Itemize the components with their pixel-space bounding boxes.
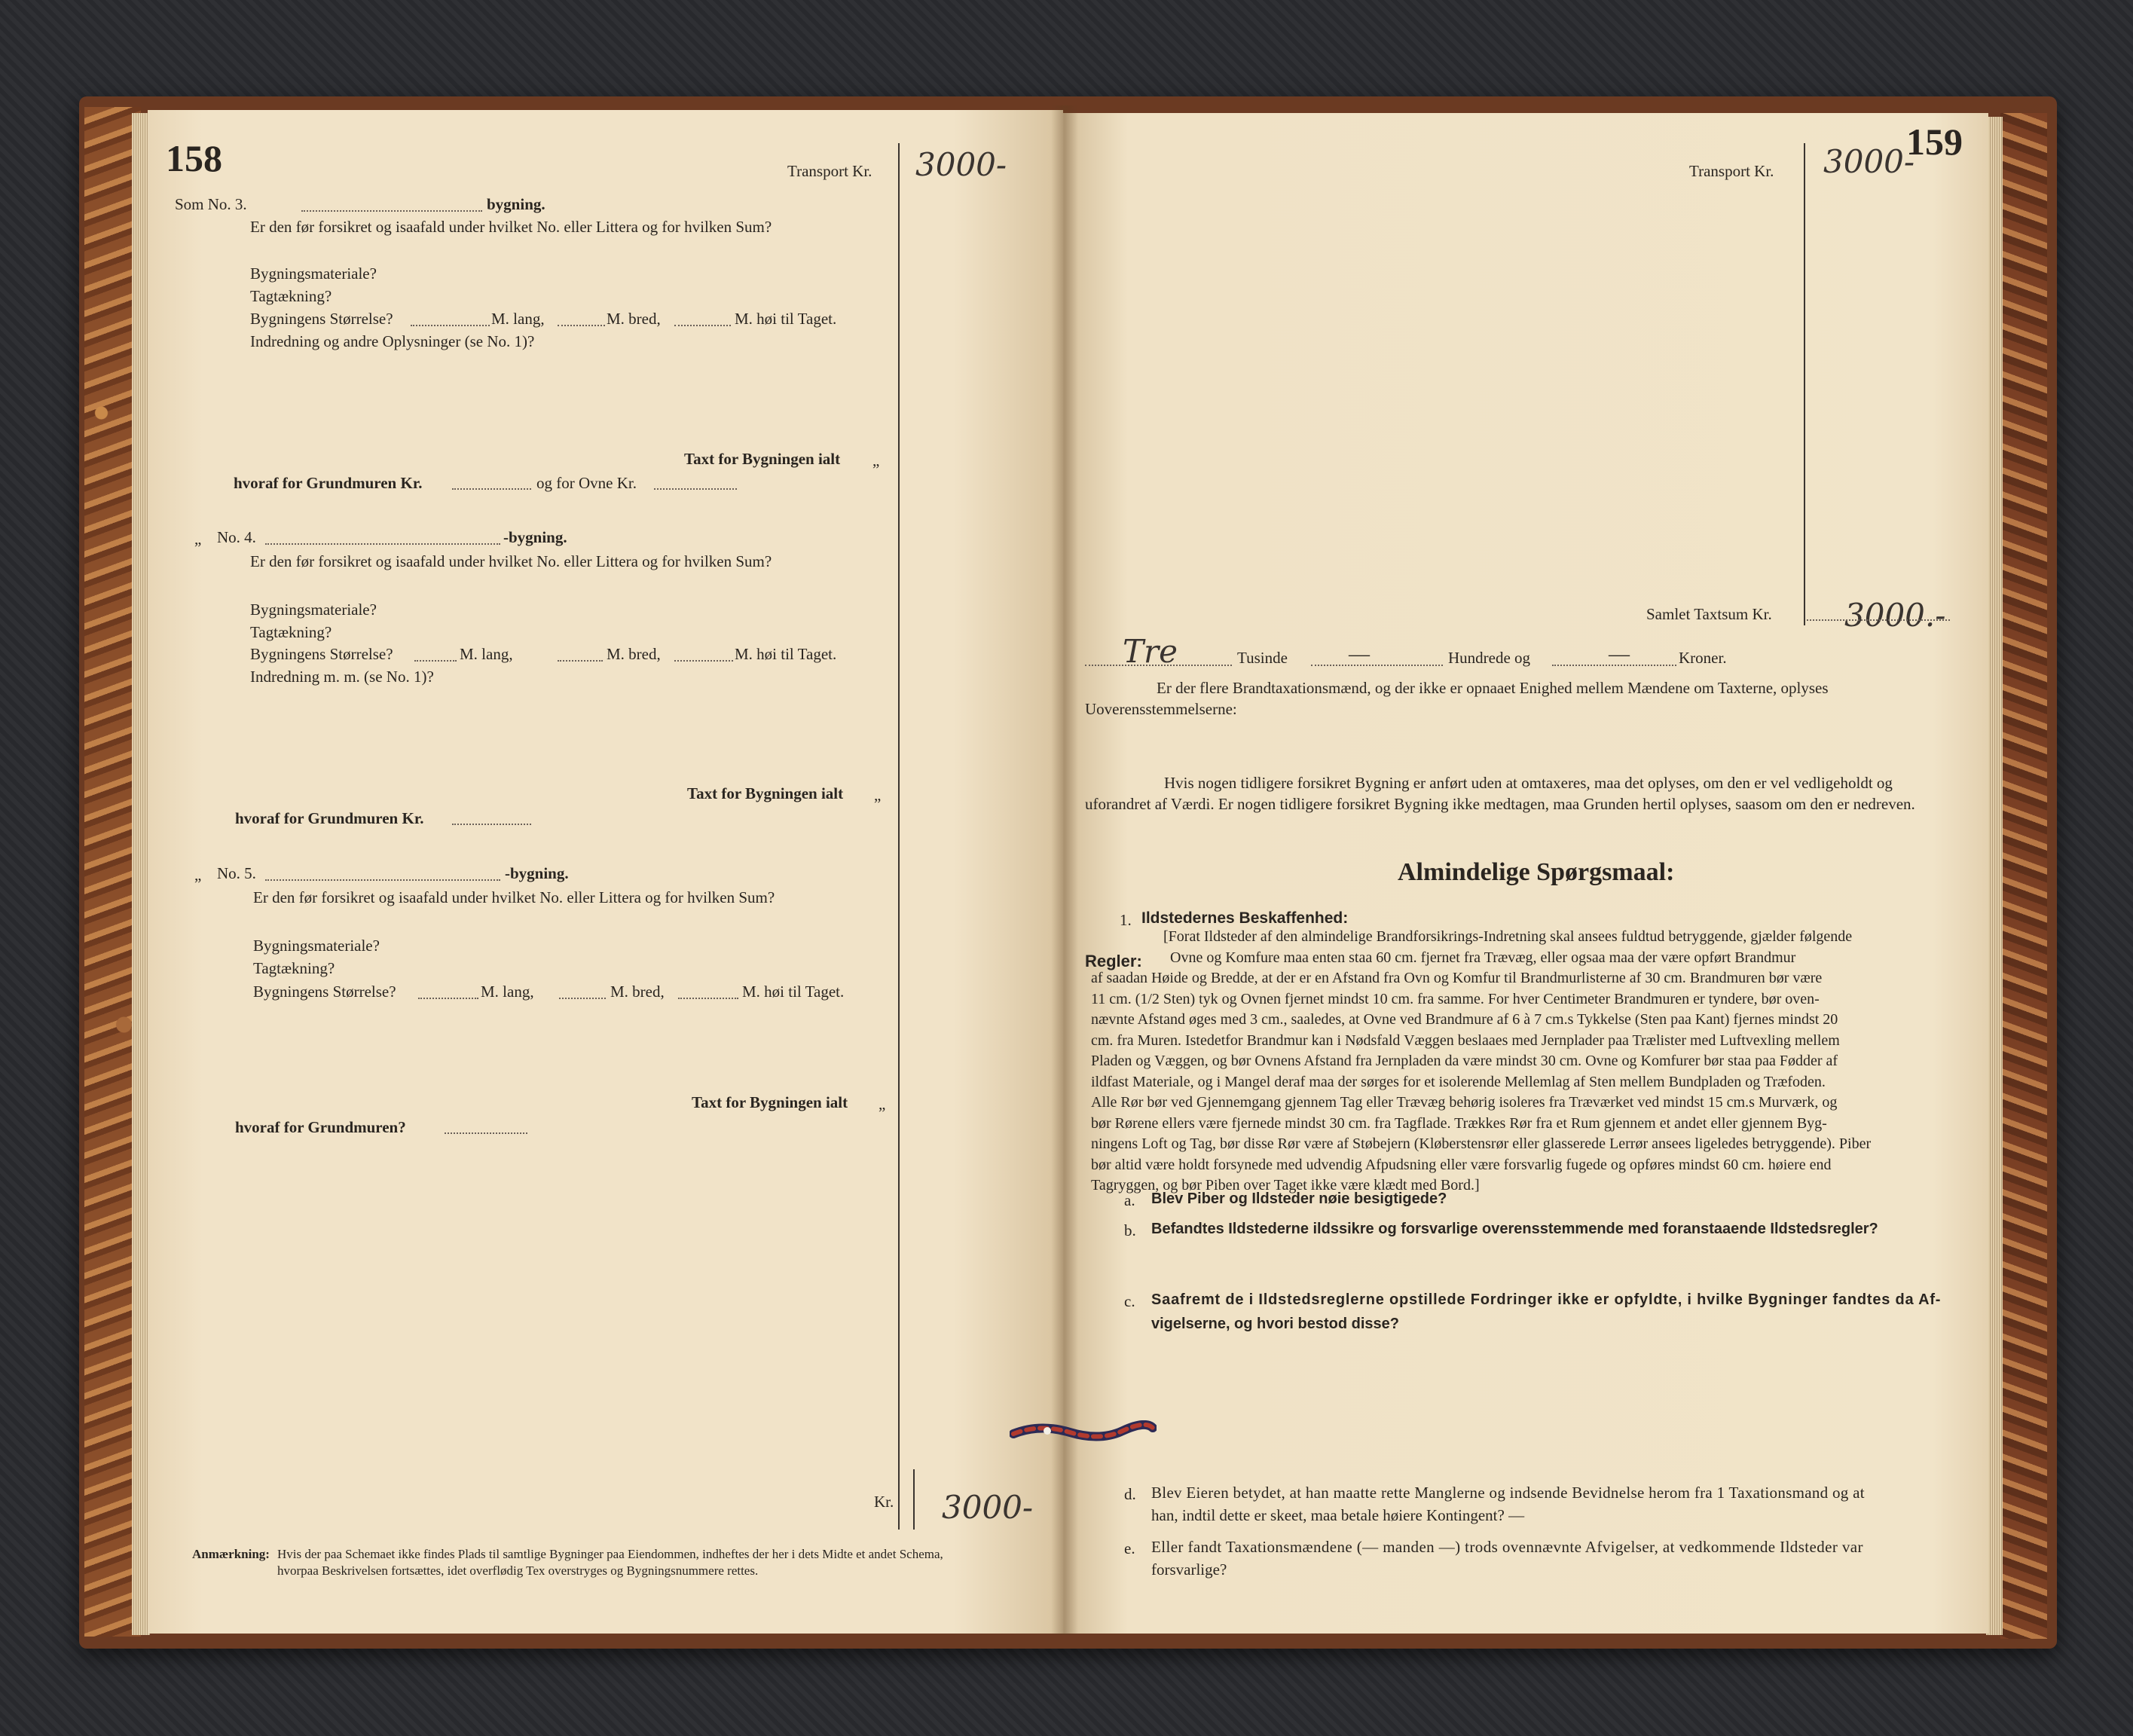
binding-cord <box>1010 1420 1157 1443</box>
sum-value-field <box>1807 619 1950 621</box>
note-line1: Hvis der paa Schemaet ikke findes Plads til samtlige Bygninger paa Eiendommen, indheftes der her i dets Midte et andet Schema, <box>277 1547 943 1561</box>
qb-text: Befandtes Ildstederne ildssikre og forsvarlige overensstemmende med foranstaaende Ildstedsregler? <box>1151 1221 1878 1237</box>
b3-name-field <box>301 210 482 212</box>
b4-length-field <box>414 660 457 662</box>
rules-line: bør Rørene ellers være fjernede mindst 30 cm. fra Tagflade. Trækkes Rør fra et Rum gjennem et andet eller gjennem Byg- <box>1091 1114 1827 1132</box>
right-transport-value: 3000- <box>1823 143 1915 180</box>
b3-height-field <box>674 325 731 326</box>
b3-roofing: Tagtækning? <box>250 287 332 305</box>
qd-text-2: han, indtil dette er skeet, maa betale høiere Kontingent? — <box>1151 1506 1525 1524</box>
b3-width-field <box>558 325 605 326</box>
rules-line: ningens Loft og Tag, bør disse Rør være af Støbejern (Kløberstensrør eller glasserede Lerrør ansees ligeledes betryggende). Piber <box>1091 1135 1872 1152</box>
b4-quote: „ <box>874 786 882 804</box>
rules-line: 11 cm. (1/2 Sten) tyk og Ovnen fjernet mindst 10 cm. fra samme. For hver Centimeter Brandmuren er tyndere, bør oven- <box>1091 990 1820 1007</box>
right-transport-label: Transport Kr. <box>1689 162 1774 180</box>
b5-question: Er den før forsikret og isaafald under hvilket No. eller Littera og for hvilken Sum? <box>253 888 775 906</box>
b3-interior: Indredning og andre Oplysninger (se No. 1)? <box>250 332 535 350</box>
b3-stove-field <box>654 488 737 490</box>
rules-block <box>1091 927 1942 1197</box>
disagree-line1: Er der flere Brandtaxationsmænd, og der ikke er opnaaet Enighed mellem Mændene om Taxterne, oplyses <box>1157 679 1829 697</box>
qe-text-2: forsvarlige? <box>1151 1560 1227 1579</box>
units-field <box>1552 665 1676 666</box>
b4-foundation-field <box>452 824 531 825</box>
b4-height-field <box>674 660 733 662</box>
b3-foundation-field <box>452 488 531 490</box>
b4-m-bred: M. bred, <box>607 645 661 663</box>
b5-type: -bygning. <box>505 864 569 882</box>
b3-material: Bygningsmateriale? <box>250 264 377 283</box>
prior-line2: uforandret af Værdi. Er nogen tidligere forsikret Bygning ikke medtagen, maa Grunden hertil oplyses, saasom om den er nedreven. <box>1085 795 1915 813</box>
sum-label: Samlet Taxtsum Kr. <box>1646 605 1772 623</box>
disagree-line2: Uoverensstemmelserne: <box>1085 700 1237 718</box>
marbled-edge-right <box>2000 113 2047 1639</box>
b3-size-label: Bygningens Størrelse? <box>250 310 393 328</box>
b4-size-label: Bygningens Størrelse? <box>250 645 393 663</box>
hundreds-dash: — <box>1349 643 1370 666</box>
b4-roofing: Tagtækning? <box>250 623 332 641</box>
b5-height-field <box>678 998 738 999</box>
left-total-label: Kr. <box>874 1493 894 1511</box>
b4-question: Er den før forsikret og isaafald under hvilket No. eller Littera og for hvilken Sum? <box>250 552 772 570</box>
kroner-label: Kroner. <box>1679 649 1727 667</box>
b5-taxt: Taxt for Bygningen ialt <box>692 1093 848 1111</box>
b4-material: Bygningsmateriale? <box>250 601 377 619</box>
b4-taxt: Taxt for Bygningen ialt <box>687 784 844 802</box>
left-transport-label: Transport Kr. <box>787 162 872 180</box>
b5-m-lang: M. lang, <box>481 983 534 1001</box>
tusinde-label: Tusinde <box>1237 649 1288 667</box>
amount-written: Tre <box>1123 633 1178 670</box>
general-questions-heading: Almindelige Spørgsmaal: <box>1398 858 1675 886</box>
b5-foundation-field <box>445 1132 527 1134</box>
b3-length-field <box>411 325 490 326</box>
b5-quote: „ <box>879 1095 886 1113</box>
note-line2: hvorpaa Beskrivelsen fortsættes, idet overflødig Tex overstryges og Bygningsnummere rettes. <box>277 1563 759 1578</box>
qc-letter: c. <box>1124 1292 1135 1310</box>
qb-letter: b. <box>1124 1221 1136 1239</box>
rules-line: nævnte Afstand øges med 3 cm., saaledes, at Ovne ved Brandmure af 6 à 7 cm.s Tykkelse (Sten paa Kant) fjernes mindst 20 <box>1091 1011 1838 1028</box>
b4-name-field <box>265 543 500 545</box>
b5-width-field <box>559 998 606 999</box>
b4-type: -bygning. <box>503 528 567 546</box>
b3-question: Er den før forsikret og isaafald under hvilket No. eller Littera og for hvilken Sum? <box>250 218 772 236</box>
b4-m-hoi: M. høi til Taget. <box>735 645 837 663</box>
q1-title: Ildstedernes Beskaffenhed: <box>1141 909 1349 927</box>
b3-quote: „ <box>872 451 880 469</box>
b5-length-field <box>418 998 478 999</box>
rules-line: [Forat Ildsteder af den almindelige Brandforsikrings-Indretning skal ansees fuldtud betryggende, gjælder følgende <box>1163 928 1853 945</box>
rules-line: Alle Rør bør ved Gjennemgang gjennem Tag eller Trævæg behørig isoleres fra Træværket ved mindst 15 cm.s Murværk, og <box>1091 1094 1838 1111</box>
qa-letter: a. <box>1124 1191 1135 1209</box>
sum-value: 3000.- <box>1844 597 1946 634</box>
qe-text-1: Eller fandt Taxationsmændene (— manden —) trods ovennævnte Afvigelser, at vedkommende Ildsteder var <box>1151 1538 1863 1556</box>
b3-taxt: Taxt for Bygningen ialt <box>684 450 841 468</box>
q1-number: 1. <box>1120 911 1132 929</box>
b5-name-field <box>265 879 500 881</box>
b4-hvoraf: hvoraf for Grundmuren Kr. <box>235 809 424 827</box>
rules-line: Pladen og Væggen, og bør Ovnens Afstand fra Jernpladen da være mindst 30 cm. Ovne og Komfurer bør staa paa Fødder af <box>1091 1053 1838 1069</box>
right-page-number: 159 <box>1906 121 1963 163</box>
b3-hvoraf-a: hvoraf for Grundmuren Kr. <box>234 474 423 492</box>
rules-line: Ovne og Komfure maa enten staa 60 cm. fjernet fra Trævæg, eller ogsaa maa der være opført Brandmur <box>1170 949 1796 966</box>
b3-type: bygning. <box>487 195 545 213</box>
right-amount-column-rule <box>1804 143 1805 625</box>
rules-line: bør altid være holdt forsynede med udvendig Afpudsning eller være forsvarlig fugede og opføres mindst 60 cm. høiere end <box>1091 1156 1832 1173</box>
qd-letter: d. <box>1124 1485 1136 1503</box>
rules-line: cm. fra Muren. Istedetfor Brandmur kan i Nødsfald Væggen beslaaes med Jernplader paa Trælister med Luftvexling mellem <box>1091 1032 1840 1049</box>
left-total-rule <box>913 1469 915 1530</box>
prior-line1: Hvis nogen tidligere forsikret Bygning er anført uden at omtaxeres, maa det oplyses, om den er vel vedligeholdt og <box>1164 774 1893 792</box>
b3-m-hoi: M. høi til Taget. <box>735 310 837 328</box>
b4-m-lang: M. lang, <box>460 645 513 663</box>
b5-roofing: Tagtækning? <box>253 959 335 977</box>
b3-m-lang: M. lang, <box>491 310 545 328</box>
qd-text-1: Blev Eieren betydet, at han maatte rette Manglerne og indsende Bevidnelse herom fra 1 Taxationsmand og at <box>1151 1484 1865 1502</box>
qc-text-2: vigelserne, og hvori bestod disse? <box>1151 1316 1399 1332</box>
b5-m-bred: M. bred, <box>610 983 665 1001</box>
b3-label: Som No. 3. <box>175 195 247 213</box>
left-total-value: 3000- <box>942 1489 1034 1526</box>
b4-prefix: „ <box>194 530 202 548</box>
left-transport-value: 3000- <box>915 146 1007 183</box>
page-edges-right <box>1986 117 2003 1635</box>
b5-hvoraf: hvoraf for Grundmuren? <box>235 1118 406 1136</box>
rules-line: ildfast Materiale, og i Mangel deraf maa der sørges for et isolerende Mellemlag af Sten mellem Bundpladen og Træfoden. <box>1091 1073 1826 1090</box>
book-gutter <box>1051 105 1078 1635</box>
b5-prefix: „ <box>194 866 202 884</box>
b5-label: No. 5. <box>217 864 256 882</box>
qe-letter: e. <box>1124 1539 1135 1557</box>
note-label: Anmærkning: <box>192 1547 270 1561</box>
qa-text: Blev Piber og Ildsteder nøie besigtigede? <box>1151 1190 1447 1207</box>
b5-m-hoi: M. høi til Taget. <box>742 983 845 1001</box>
left-page-number: 158 <box>166 137 222 179</box>
qc-text-1: Saafremt de i Ildstedsreglerne opstillede Fordringer ikke er opfyldte, i hvilke Bygninger fandtes da Af- <box>1151 1291 1942 1308</box>
b5-size-label: Bygningens Størrelse? <box>253 983 396 1001</box>
b3-hvoraf-b: og for Ovne Kr. <box>536 474 637 492</box>
units-dash: — <box>1609 643 1630 666</box>
b4-interior: Indredning m. m. (se No. 1)? <box>250 668 434 686</box>
b4-label: No. 4. <box>217 528 256 546</box>
b3-m-bred: M. bred, <box>607 310 661 328</box>
regler-label: Regler: <box>1085 952 1142 970</box>
thousands-field <box>1085 665 1232 666</box>
rules-line: af saadan Høide og Bredde, at der er en Afstand fra Ovn og Komfur til Brandmurlisterne af 30 cm. Brandmuren bør være <box>1091 970 1823 986</box>
rules-line: Tagryggen, og bør Piben over Taget ikke være klædt med Bord.] <box>1091 1177 1480 1194</box>
b5-material: Bygningsmateriale? <box>253 937 380 955</box>
hundreds-field <box>1311 665 1443 666</box>
hundrede-label: Hundrede og <box>1448 649 1531 667</box>
left-amount-column-rule <box>898 143 900 1530</box>
b4-width-field <box>558 660 603 662</box>
